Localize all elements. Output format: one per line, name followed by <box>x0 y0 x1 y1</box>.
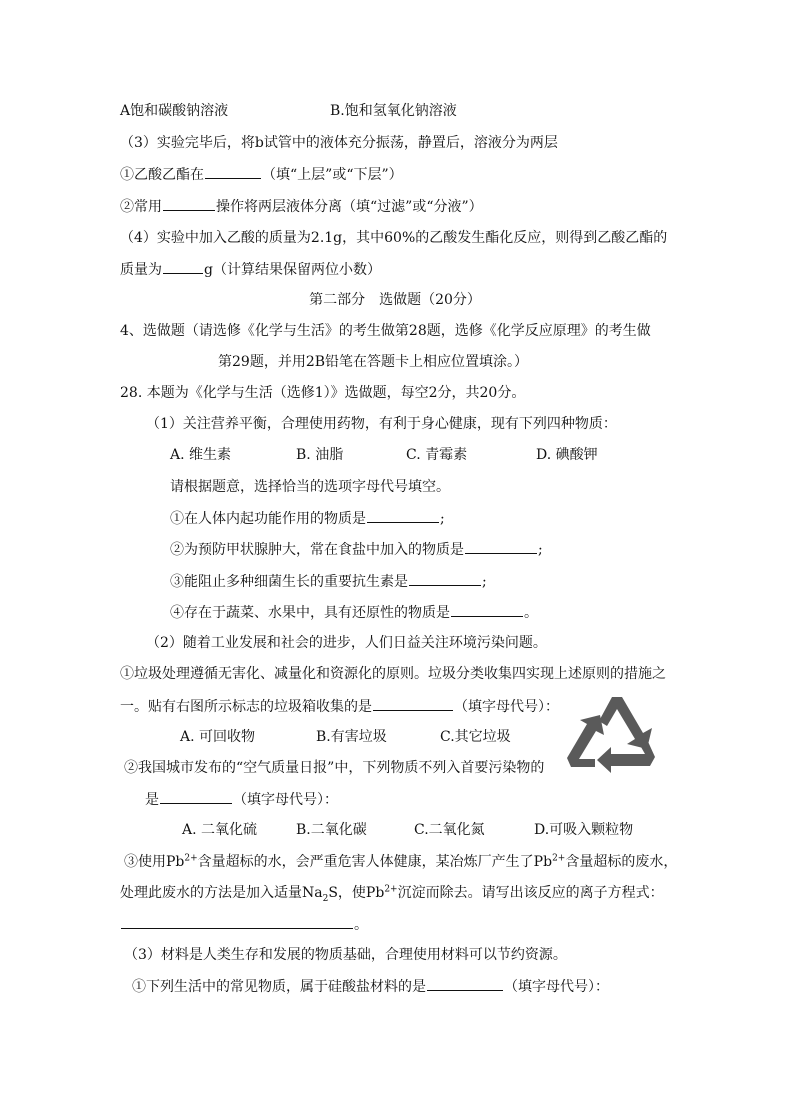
text: ; <box>538 542 543 558</box>
option-d: D. 碘酸钾 <box>536 447 598 463</box>
text: ①在人体内起功能作用的物质是 <box>170 511 366 527</box>
text: 是 <box>145 792 159 808</box>
q28-part-3-stem: （3）材料是人类生存和发展的物质基础，合理使用材料可以节约资源。 <box>124 947 567 963</box>
q28-part-1-item-4 <box>170 602 538 623</box>
answer-blank[interactable] <box>160 789 232 804</box>
q28-part-1-item-1 <box>170 508 445 529</box>
option-a: A. 维生素 <box>170 447 232 463</box>
question-28-title: 28. 本题为《化学与生活（选修1）》选做题，每空2分，共20分。 <box>120 385 526 401</box>
answer-blank[interactable] <box>409 571 481 586</box>
text: ③能阻止多种细菌生长的重要抗生素是 <box>170 574 408 590</box>
text: （填字母代号）： <box>454 699 559 715</box>
answer-blank[interactable] <box>373 696 453 711</box>
question-3-part-2 <box>120 196 483 217</box>
text: ④存在于蔬菜、水果中，具有还原性的物质是 <box>170 605 450 621</box>
option-a: A. 二氧化硫 <box>182 822 258 838</box>
text: g（计算结果保留两位小数） <box>204 262 381 278</box>
text: ②常用 <box>120 199 162 215</box>
section-heading: 第二部分 选做题（20分） <box>309 292 481 308</box>
ionic-equation-answer-line <box>120 914 368 935</box>
q28-part-1-item-3 <box>170 571 487 592</box>
answer-blank[interactable] <box>205 164 261 179</box>
q28-part-2-item-1-cont <box>120 696 559 717</box>
q28-part-2-item-2-cont <box>145 789 338 810</box>
text: 含量超标的废水， <box>565 854 678 870</box>
option-c: C.二氧化氮 <box>414 822 485 838</box>
text: 。 <box>354 917 368 933</box>
text: （填字母代号）： <box>504 979 609 995</box>
elective-instruction: 4、选做题（请选修《化学与生活》的考生做第28题，选修《化学反应原理》的考生做 <box>120 323 651 339</box>
text: 操作将两层液体分离（填“过滤”或“分液”） <box>216 199 483 215</box>
q28-part-2-stem: （2）随着工业发展和社会的进步，人们日益关注环境污染问题。 <box>146 635 547 651</box>
recycle-icon <box>567 697 657 773</box>
text: 处理此废水的方法是加入适量Na <box>120 885 323 901</box>
answer-blank[interactable] <box>367 508 439 523</box>
superscript: 2+ <box>184 853 198 864</box>
answer-blank[interactable] <box>465 539 537 554</box>
question-4-answer-line <box>120 259 381 280</box>
text: 。 <box>524 605 538 621</box>
text: 一。贴有右图所示标志的垃圾箱收集的是 <box>120 699 372 715</box>
q28-instruction: 请根据题意，选择恰当的选项字母代号填空。 <box>170 479 450 495</box>
question-3-part-1 <box>120 164 403 185</box>
text: 含量超标的水，会严重危害人体健康，某冶炼厂产生了Pb <box>197 854 553 870</box>
option-b: B.有害垃圾 <box>316 729 387 745</box>
q28-part-1-stem: （1）关注营养平衡，合理使用药物，有利于身心健康，现有下列四种物质： <box>146 416 617 432</box>
text: ③使用Pb <box>124 854 185 870</box>
q28-part-2-item-3-cont <box>120 883 664 903</box>
text: ②为预防甲状腺肿大，常在食盐中加入的物质是 <box>170 542 464 558</box>
superscript: 2+ <box>552 853 566 864</box>
option-b: B. 油脂 <box>296 447 344 463</box>
option-d: D.可吸入颗粒物 <box>534 822 634 838</box>
q28-part-2-item-3 <box>124 852 677 872</box>
elective-instruction-cont: 第29题，并用2B铅笔在答题卡上相应位置填涂。） <box>218 354 529 370</box>
answer-blank[interactable] <box>163 259 203 274</box>
subscript: 2 <box>322 893 329 904</box>
option-a-sodium-carbonate: A饱和碳酸钠溶液 <box>120 103 229 119</box>
question-3-stem: （3）实验完毕后，将b试管中的液体充分振荡，静置后，溶液分为两层 <box>120 135 558 151</box>
answer-blank[interactable] <box>163 196 215 211</box>
answer-blank[interactable] <box>427 976 503 991</box>
q28-part-3-item-1 <box>132 976 609 997</box>
q28-part-1-item-2 <box>170 539 543 560</box>
text: 质量为 <box>120 262 162 278</box>
answer-blank[interactable] <box>451 602 523 617</box>
text: ; <box>482 574 487 590</box>
option-b-sodium-hydroxide: B.饱和氢氧化钠溶液 <box>330 103 457 119</box>
answer-blank[interactable] <box>121 914 353 929</box>
question-4-stem: （4）实验中加入乙酸的质量为2.1g，其中60%的乙酸发生酯化反应，则得到乙酸乙酯的 <box>120 230 668 246</box>
option-b: B.二氧化碳 <box>296 822 367 838</box>
option-c: C. 青霉素 <box>406 447 468 463</box>
q28-part-2-item-1: ①垃圾处理遵循无害化、减量化和资源化的原则。垃圾分类收集四实现上述原则的措施之 <box>120 666 666 682</box>
text: 沉淀而除去。请写出该反应的离子方程式： <box>397 885 664 901</box>
text: ①乙酸乙酯在 <box>120 167 204 183</box>
text: ; <box>440 511 445 527</box>
text: （填字母代号）： <box>233 792 338 808</box>
text: （填“上层”或“下层”） <box>262 167 403 183</box>
q28-part-2-item-2: ②我国城市发布的“空气质量日报”中，下列物质不列入首要污染物的 <box>124 760 545 776</box>
text: S，使Pb <box>328 885 385 901</box>
option-a: A. 可回收物 <box>180 729 256 745</box>
text: ①下列生活中的常见物质，属于硅酸盐材料的是 <box>132 979 426 995</box>
superscript: 2+ <box>384 884 398 895</box>
option-c: C.其它垃圾 <box>440 729 511 745</box>
